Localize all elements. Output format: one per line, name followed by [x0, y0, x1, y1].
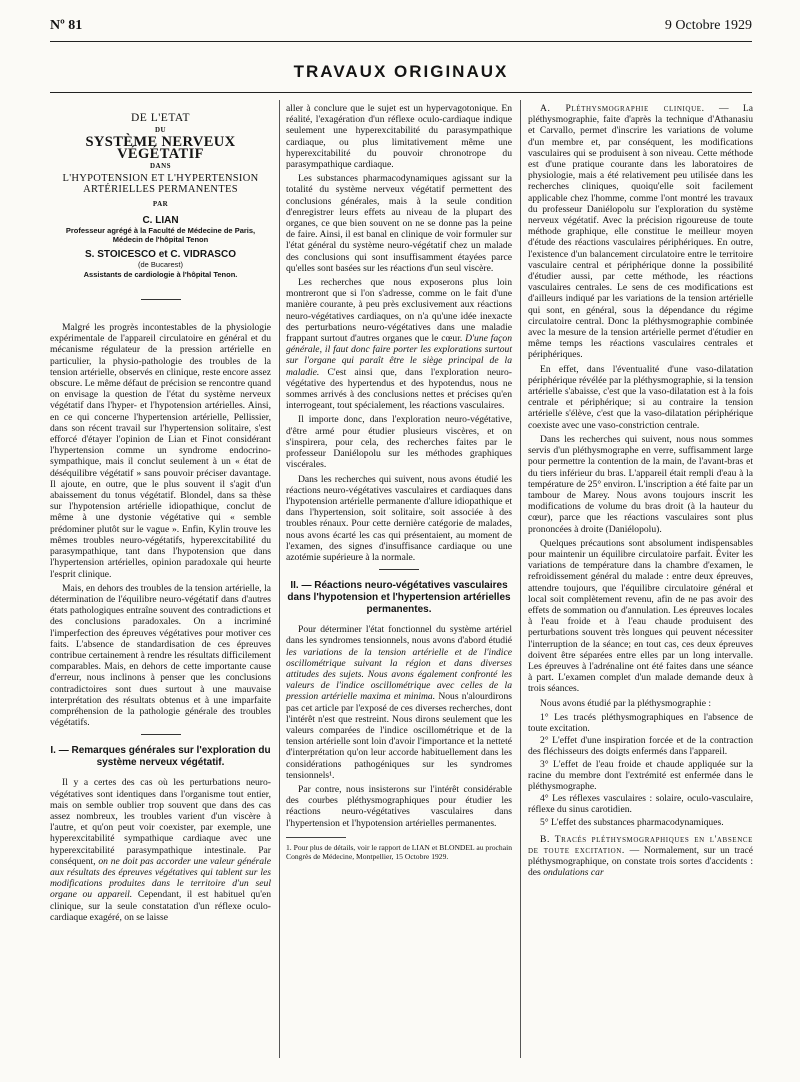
paragraph: Malgré les progrès incontestables de la physiologie expérimentale de l'appareil circulatoire en général et du mécanisme régulateur de la pression artérielle en particulier, la physio-pathologie des troubles de la tension artérielle, observés en clinique, reste encore assez obscure. Le même défaut de précision se rencontre quand on envisage la question de l'état du système nerveux végétatif dans l'hyper- et l'hypotension artérielles. Ainsi, en ce qui concerne l'hypertension artérielle, Pellissier, dans son récent travail sur l'hypertension solitaire, s'est efforcé d'étayer l'opinion de Lian et Finot considérant l'hypertension comme un syndrome endocrino-sympathique, mais il conclut seulement à un « état de déséquilibre végétatif » sans pouvoir préciser davantage. Il ajoute, en outre, que le plus souvent il s'agit d'un abaissement du tonus végétatif. Blondel, dans sa thèse sur l'hypotension artérielle idiopathique, conclut de même à une dystonie végétative qui « semble prédominer plutôt sur le vague ». Enfin, Kylin trouve les mêmes troubles neuro-végétatifs, hyperexcitabilité du parasympathique, tant dans l'hypotension que dans l'hypertension artérielles, opinion paradoxale qui heurte l'esprit clinique. — [50, 322, 271, 580]
paragraph: Les substances pharmacodynamiques agissant sur la totalité du système nerveux végétatif permettent des conclusions générales, mais à la seule condition d'enregistrer leurs effets au niveau de la plupart des organes, ce que bien souvent on ne se donne pas la peine de faire. Ainsi, il est banal en clinique de voir formuler sur l'état général du système neuro-végétatif chez un malade des conclusions qui sont insuffisamment étayées parce qu'elles sont basées sur les réactions d'un seul viscère. — [286, 173, 512, 274]
section-divider — [141, 734, 181, 735]
title-line-3: L'HYPOTENSION ET L'HYPERTENSION — [62, 173, 259, 185]
paragraph: aller à conclure que le sujet est un hypervagotonique. En réalité, l'exagération d'un réflexe oculo-cardiaque indique seulement une hyperexcitabilité du parasympathique cardiaque, ou plus limitativement même une hyperexcitabilité du pouvoir chronotrope du parasympathique cardiaque. — [286, 103, 512, 171]
list-item: 1° Les tracés pléthysmographiques en l'absence de toute excitation. — [528, 711, 753, 734]
paragraph — [50, 777, 271, 923]
paragraph: Dans les recherches qui suivent, nous nous sommes servis d'un pléthysmographe en verre, suffisamment large pour permettre la contention de la main, de l'avant-bras et du tiers inférieur du bras. L'appareil était rempli d'eau à la température de 25° environ. L'inscription a été faite par un tambour de Marey. Nous avons toujours inscrit les modifications de volume du bras droit (à la hauteur du cœur), parce que les réactions vasculaires sont plus prononcées à droite (Daniélopolu). — [528, 433, 753, 535]
text-run: — Normalement, sur un tracé pléthysmographique, on constate trois sortes d'accidents : des — [528, 845, 753, 879]
text-run: Pour déterminer l'état fonctionnel du système artériel dans les syndromes tensionnels, nous avons d'abord étudié — [286, 624, 512, 647]
paragraph — [528, 834, 753, 879]
author-1-affiliation-2: Médecin de l'hôpital Tenon — [112, 235, 209, 245]
paragraph — [286, 277, 512, 411]
list-item: 2° L'effet d'une inspiration forcée et de la contraction des fléchisseurs des doigts enfermés dans l'appareil. — [528, 735, 753, 758]
title-divider — [141, 299, 181, 300]
subsection-heading-b: B. Tracés pléthysmographiques en l'absence de toute excitation. — [528, 833, 753, 856]
footnote: 1. Pour plus de détails, voir le rapport de LIAN et BLONDEL au prochain Congrès de Médecine, Montpellier, 15 Octobre 1929. — [286, 842, 512, 862]
paragraph: Mais, en dehors des troubles de la tension artérielle, la détermination de l'équilibre neuro-végétatif dans d'autres états pathologiques entraîne souvent des contradictions et des conclusions paradoxales. On a incriminé l'imperfection des épreuves végétatives pour motiver ces faits. L'absence de standardisation de ces épreuves contribue certainement à rendre les résultats difficilement comparables. Mais, en dehors de cette importante cause d'erreur, nous inclinons à penser que les conclusions contradictoires sont dues surtout à une mauvaise interprétation des résultats obtenus et à une imparfaite compréhension de la pathologie générale des troubles végétatifs. — [50, 582, 271, 729]
paragraph — [286, 624, 512, 781]
column-2 — [286, 103, 512, 862]
italic-text: D'une façon générale, il faut donc faire porter les explorations surtout sur l'organe qui paraît être le siège principal de la maladie. — [286, 333, 512, 378]
title-line-4: ARTÉRIELLES PERMANENTES — [83, 184, 238, 196]
author-2-affiliation-2: Assistants de cardiologie à l'hôpital Tenon. — [83, 269, 238, 279]
paragraph: Dans les recherches qui suivent, nous avons étudié les réactions neuro-végétatives vasculaires et cardiaques dans l'hypotension artérielle permanente d'allure idiopathique et dans l'hypertension, soit solitaire, soit associée à des troubles rénaux. Pour cette dernière catégorie de malades, nous avons écarté les cas qui présentaient, au moment de l'examen, des signes d'insuffisance cardiaque ou une azotémie supérieure à la normale. — [286, 473, 512, 563]
paragraph: En effet, dans l'éventualité d'une vaso-dilatation périphérique révélée par la pléthysmographie, si la tension artérielle s'abaisse, c'est que la vaso-dilatation est à la fois centrale et périphérique; si au contraire la tension artérielle s'élève, c'est que la vaso-dilatation périphérique coexiste avec une vaso-constriction centrale. — [528, 363, 753, 431]
issue-date: 9 Octobre 1929 — [664, 18, 752, 33]
list-item: 5° L'effet des substances pharmacodynamiques. — [540, 816, 724, 828]
section-heading-2: II. — Réactions neuro-végétatives vasculaires dans l'hypotension et l'hypertension artérielles permanentes. — [287, 580, 511, 616]
header-rule — [50, 41, 752, 42]
title-par: PAR — [152, 200, 169, 209]
footnote-rule — [286, 837, 346, 838]
column-divider-1 — [279, 100, 280, 1058]
paragraph: Quelques précautions sont absolument indispensables pour maintenir un équilibre circulatoire parfait. Éviter les variations de température dans la chambre d'examen, le refroidissement général du malade : entre deux épreuves, attendre toujours, que l'équilibre circulatoire général et local soit complètement revenu, afin de ne pas avoir des effets de sommation ou d'annulation. Les épreuves locales à l'eau froide et à l'eau chaude produisent des perturbations souvent très longues qui peuvent nécessiter l'interruption de la séance; en tout cas, ces deux épreuves doivent être séparées entre elles par un long intervalle. Les épreuves à l'adrénaline ont été faites dans une séance à part. L'examen complet d'un malade demande deux à trois séances. — [528, 537, 753, 695]
section-heading-1: I. — Remarques générales sur l'exploration du système nerveux végétatif. — [50, 745, 271, 769]
italic-text: les variations de la tension artérielle et de l'indice oscillométrique suivant la région et dans diverses attitudes des sujets. Nous avons également confronté les valeurs de l'indice oscillométrique avec celles de la pression artérielle maxima et minima. — [286, 646, 512, 703]
column-3 — [528, 103, 753, 882]
author-2-affiliation-1: (de Bucarest) — [137, 260, 184, 270]
author-2: S. STOICESCO et C. VIDRASCO — [85, 248, 236, 260]
text-run: Cependant, il est habituel qu'en clinique, sur la seule constatation d'un réflexe oculo-cardiaque exagéré, on se laisse — [50, 889, 271, 923]
section-divider — [379, 569, 419, 570]
study-list — [528, 712, 753, 828]
title-line-1: DE L'ETAT — [131, 112, 190, 124]
section-rule — [50, 92, 752, 93]
text-run: Nous n'alourdirons pas cet article par l'exposé de ces diverses recherches, dont l'intérêt n'est que restreint. Nous dirons seulement que les valeurs comparées de l'indice oscillométrique et de la tension artérielle sont loin d'avoir l'importance et la netteté d'interprétation qu'on leur accorde habituellement dans les considérations pathogéniques sur les syndromes tensionnels¹. — [286, 691, 513, 781]
text-run: — La pléthysmographie, faite d'après la technique d'Athanasiu et Carvallo, permet d'inscrire les variations de volume d'un membre et, par conséquent, les modifications vasculaires qui se produisent à son niveau. Cette méthode est d'une pratique courante dans les laboratoires de physiologie, mais a été relativement peu utilisée dans les recherches cliniques, quoiqu'elle soit facilement applicable chez l'homme, comme l'ont montré les travaux du professeur Daniélopolu sur l'exploration du système nerveux végétatif. Avec la précision rigoureuse de toute méthode graphique, elle constitue le meilleur moyen d'étude des réactions vasculaires périphériques. En outre, l'existence d'un balancement circulatoire entre le territoire vasculaire central et périphérique donne la possibilité d'étudier aussi, par cette méthode, les réactions vasculaires centrales. Le sens de ces modifications est d'ailleurs indiqué par les variations de la tension artérielle qui sont, en général, sous la dépendance du régime circulatoire central. Donc la pléthysmographie combinée avec la mesure de la tension artérielle permet d'étudier en même temps les réactions vasculaires centrales et périphériques. — [528, 103, 753, 361]
paragraph: Nous avons étudié par la pléthysmographie : — [540, 697, 712, 709]
page-header — [50, 18, 752, 40]
subsection-heading-a: A. Pléthysmographie clinique. — [540, 103, 705, 114]
article-title-block — [50, 113, 271, 300]
author-1: C. LIAN — [142, 214, 179, 226]
italic-text: on ne doit pas accorder une valeur générale aux résultats des épreuves végétatives qui tablent sur les modifications produites dans le territoire d'un seul organe ou appareil. — [50, 855, 271, 901]
column-divider-2 — [520, 100, 521, 1058]
text-run: Les recherches que nous exposerons plus loin montreront que si l'on s'adresse, comme on le fait d'une manière courante, à peu près exclusivement aux réactions neuro-végétatives cardiaques, on n'a qu'une idée inexacte des perturbations neuro-végétatives dans une maladie frappant surtout d'autres organes que le cœur. — [286, 277, 512, 345]
list-item: 3° L'effet de l'eau froide et chaude appliquée sur la racine du membre dont l'extrémité est enfermée dans le pléthysmographe. — [528, 758, 753, 792]
paragraph: Par contre, nous insisterons sur l'intérêt considérable des courbes pléthysmographiques pour étudier les réactions neuro-végétatives vasculaires dans l'hypertension et l'hypotension artérielles permanentes. — [286, 783, 512, 829]
title-main: SYSTÈME NERVEUX VÉGÉTATIF — [85, 134, 236, 162]
text-run: Il y a certes des cas où les perturbations neuro-végétatives sont identiques dans l'organisme tout entier, mais on semble oublier trop souvent que dans des cas assez nombreux, les troubles varient d'un viscère à l'autre, et qu'on peut voir coexister, par exemple, une hyperexcitabilité sympathique cardiaque avec une hyperexcitabilité parasympathique intestinale. Par conséquent, — [50, 777, 271, 867]
italic-text: ondulations car — [543, 867, 604, 879]
list-item: 4° Les réflexes vasculaires : solaire, oculo-vasculaire, réflexe du sinus carotidien. — [528, 793, 753, 816]
paragraph — [528, 103, 753, 361]
paragraph: Il importe donc, dans l'exploration neuro-végétative, d'être armé pour étudier plusieurs viscères, et on s'inspirera, pour cela, des recherches faites par le professeur Daniélopolu sur les méthodes graphiques viscérales. — [286, 414, 512, 471]
column-1 — [50, 103, 271, 926]
text-run: C'est ainsi que, dans l'exploration neuro-végétative des hypertendus et des hypotendus, nous ne sommes arrivés à des conclusions nettes et précises qu'en interrogeant, tout spécialement, les réactions vasculaires. — [286, 366, 512, 412]
title-du: DU — [154, 126, 167, 135]
author-1-affiliation-1: Professeur agrégé à la Faculté de Médecine de Paris, — [65, 225, 256, 235]
section-title: TRAVAUX ORIGINAUX — [293, 62, 509, 81]
issue-number: Nº 81 — [50, 18, 83, 33]
title-dans: DANS — [149, 161, 172, 170]
